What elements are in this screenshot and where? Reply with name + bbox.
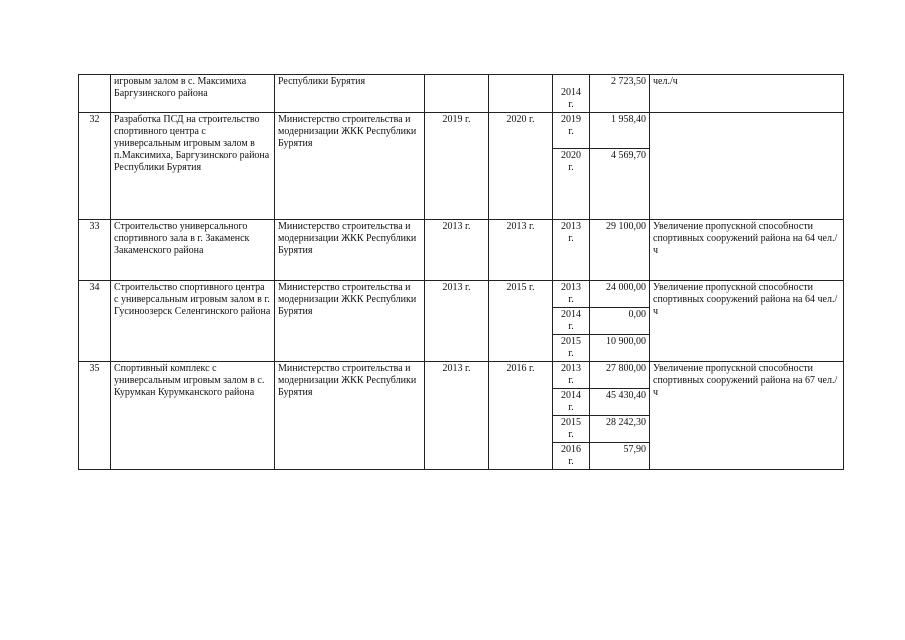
expected-result [650,113,844,220]
measure-name: Строительство универсального спортивного зала в г. Закаменск Закаменского района [111,220,275,281]
year-suffix: г. [568,375,574,386]
start-year [425,75,489,113]
funding-year [553,281,590,308]
row-number: 34 [79,281,111,362]
year-value: 2013 [561,282,581,293]
year-value: 2013 [561,221,581,232]
funding-amount: 29 100,00 [590,220,650,281]
funding-amount: 4 569,70 [590,149,650,220]
row-number: 35 [79,362,111,470]
measure-name: игровым залом в с. Максимиха Баргузинского района [111,75,275,113]
table-row [79,362,844,389]
year-value: 2014 [561,309,581,320]
funding-amount: 57,90 [590,443,650,470]
expected-result: Увеличение пропускной способности спортивных сооружений района на 67 чел./ч [650,362,844,470]
table-row [79,113,844,149]
executor: Министерство строительства и модернизации ЖКК Республики Бурятия [275,362,425,470]
funding-year [553,113,590,149]
table-row [79,220,844,281]
end-year: 2013 г. [489,220,553,281]
measure-name: Разработка ПСД на строительство спортивного центра с универсальным игровым залом в п.Максимиха, Баргузинского района Республики Бурятия [111,113,275,220]
end-year: 2020 г. [489,113,553,220]
executor: Министерство строительства и модернизации ЖКК Республики Бурятия [275,220,425,281]
funding-year [553,416,590,443]
year-suffix: г. [568,348,574,359]
start-year: 2013 г. [425,220,489,281]
funding-amount: 45 430,40 [590,389,650,416]
funding-year [553,308,590,335]
year-value: 2015 [561,336,581,347]
year-value: 2015 [561,417,581,428]
row-number: 32 [79,113,111,220]
start-year: 2013 г. [425,362,489,470]
funding-year [553,443,590,470]
year-suffix: г. [568,456,574,467]
year-value: 2016 [561,444,581,455]
funding-year [553,389,590,416]
expected-result: Увеличение пропускной способности спортивных сооружений района на 64 чел./ч [650,220,844,281]
funding-year [553,75,590,113]
funding-year [553,362,590,389]
end-year: 2015 г. [489,281,553,362]
funding-amount: 1 958,40 [590,113,650,149]
executor: Министерство строительства и модернизации ЖКК Республики Бурятия [275,113,425,220]
row-number: 33 [79,220,111,281]
funding-amount: 2 723,50 [590,75,650,113]
table-row [79,281,844,308]
expected-result: Увеличение пропускной способности спортивных сооружений района на 64 чел./ч [650,281,844,362]
table-row [79,75,844,113]
year-suffix: г. [568,126,574,137]
start-year: 2013 г. [425,281,489,362]
funding-amount: 0,00 [590,308,650,335]
funding-amount: 24 000,00 [590,281,650,308]
funding-year [553,220,590,281]
year-suffix: г. [568,402,574,413]
end-year: 2016 г. [489,362,553,470]
funding-amount: 27 800,00 [590,362,650,389]
year-value: 2013 [561,363,581,374]
row-number [79,75,111,113]
program-table [78,74,844,470]
measure-name: Спортивный комплекс с универсальным игровым залом в с. Курумкан Курумканского района [111,362,275,470]
year-suffix: г. [568,162,574,173]
funding-amount: 10 900,00 [590,335,650,362]
year-suffix: г. [568,321,574,332]
year-suffix: г. [568,99,574,110]
year-suffix: г. [568,429,574,440]
measure-name: Строительство спортивного центра с универсальным игровым залом в г. Гусиноозерск Селенгинского района [111,281,275,362]
executor: Республики Бурятия [275,75,425,113]
expected-result: чел./ч [650,75,844,113]
funding-year [553,335,590,362]
funding-amount: 28 242,30 [590,416,650,443]
year-suffix: г. [568,233,574,244]
end-year [489,75,553,113]
year-value: 2014 [561,87,581,98]
year-value: 2014 [561,390,581,401]
funding-year [553,149,590,220]
year-value: 2019 [561,114,581,125]
year-value: 2020 [561,150,581,161]
start-year: 2019 г. [425,113,489,220]
executor: Министерство строительства и модернизации ЖКК Республики Бурятия [275,281,425,362]
year-suffix: г. [568,294,574,305]
